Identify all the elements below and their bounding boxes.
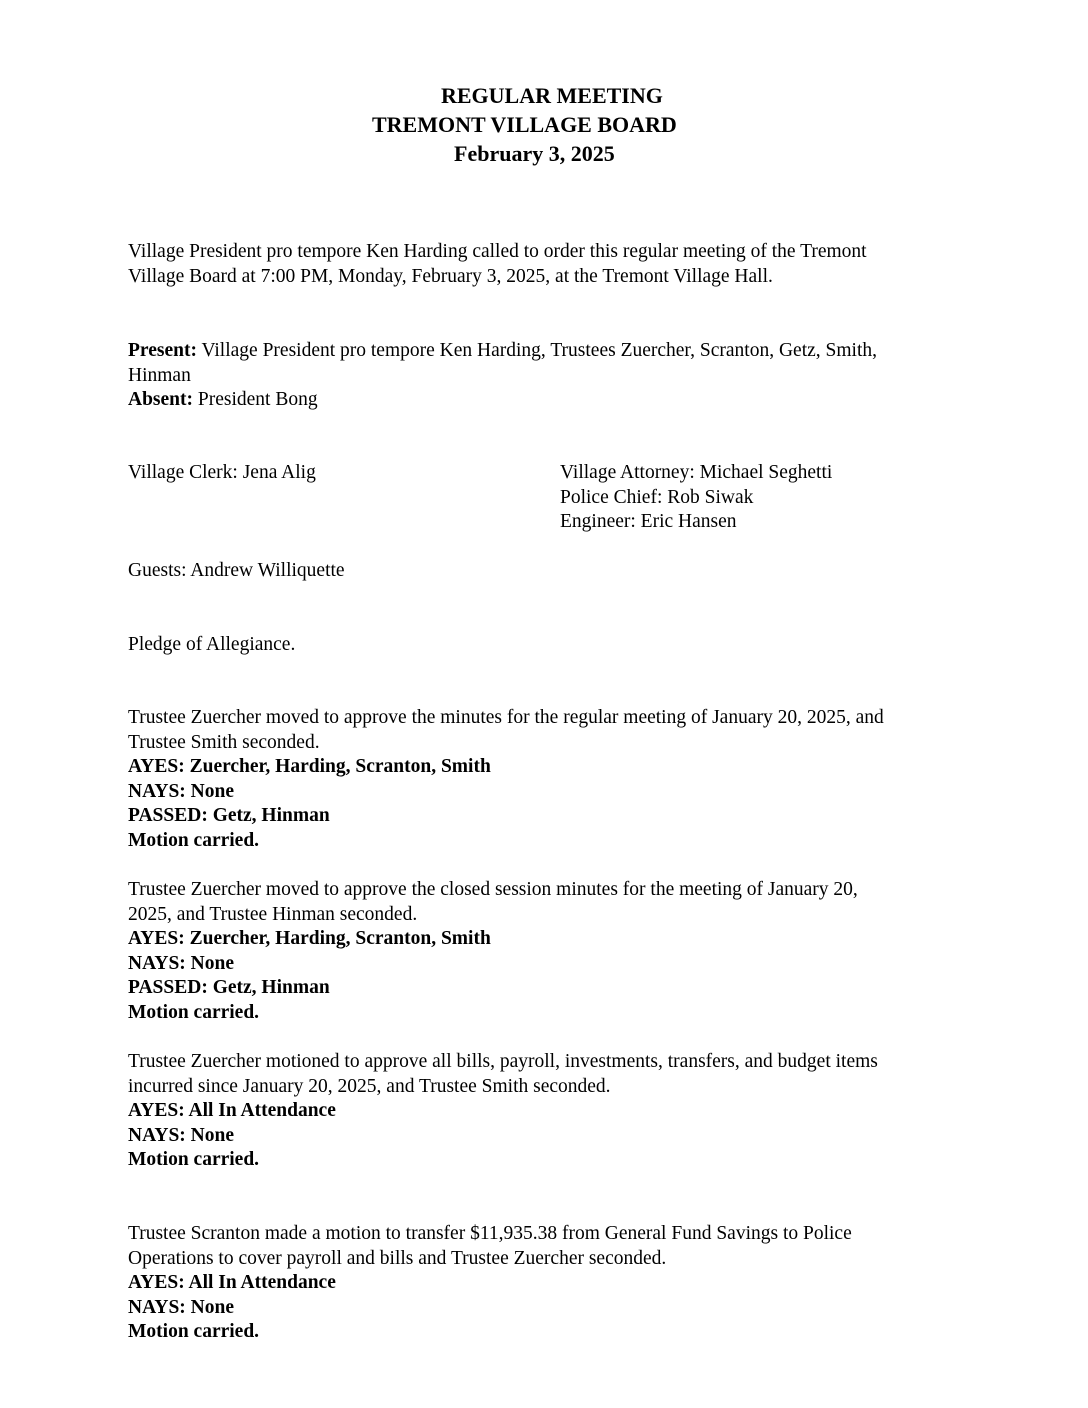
motion-nays: NAYS: None — [128, 1124, 235, 1146]
motion-ayes: AYES: Zuercher, Harding, Scranton, Smith — [128, 928, 491, 949]
motion-text-line-2: Trustee Smith seconded. — [128, 731, 320, 753]
motion-ayes: AYES: Zuercher, Harding, Scranton, Smith — [128, 756, 491, 777]
present-members: Village President pro tempore Ken Harding, Trustees Zuercher, Scranton, Getz, Smith, — [196, 340, 877, 361]
motion-fund-transfer — [128, 1222, 960, 1345]
present-label: Present: — [128, 340, 197, 361]
call-to-order-line-1: Village President pro tempore Ken Harding called to order this regular meeting of the Tremont — [128, 241, 867, 262]
motion-passed: PASSED: Getz, Hinman — [128, 977, 330, 998]
board-name-title: TREMONT VILLAGE BOARD — [372, 112, 677, 137]
motion-text-line-1: Trustee Zuercher moved to approve the closed session minutes for the meeting of January 20, — [128, 879, 858, 900]
motion-ayes: AYES: All In Attendance — [128, 1272, 336, 1293]
pledge-line — [128, 633, 960, 658]
motion-result: Motion carried. — [128, 829, 260, 851]
motion-text-line-1: Trustee Zuercher motioned to approve all bills, payroll, investments, transfers, and budget items — [128, 1051, 878, 1072]
call-to-order-paragraph — [128, 240, 960, 289]
motion-text-line-2: incurred since January 20, 2025, and Trustee Smith seconded. — [128, 1075, 611, 1097]
motion-approve-minutes — [128, 706, 960, 853]
meeting-date-title: February 3, 2025 — [454, 141, 615, 166]
motion-nays: NAYS: None — [128, 1296, 235, 1318]
motion-result: Motion carried. — [128, 1321, 260, 1342]
motion-ayes: AYES: All In Attendance — [128, 1100, 336, 1121]
police-chief: Police Chief: Rob Siwak — [560, 486, 754, 508]
absent-label: Absent: — [128, 389, 194, 410]
engineer: Engineer: Eric Hansen — [560, 511, 737, 532]
village-clerk — [128, 461, 960, 486]
motion-text-line-1: Trustee Zuercher moved to approve the minutes for the regular meeting of January 20, 2025, and — [128, 707, 884, 728]
present-members-continued: Hinman — [128, 364, 191, 386]
absent-members: President Bong — [193, 389, 318, 410]
motion-text-line-2: Operations to cover payroll and bills and Trustee Zuercher seconded. — [128, 1247, 667, 1269]
motion-text-line-1: Trustee Scranton made a motion to transfer $11,935.38 from General Fund Savings to Police — [128, 1223, 852, 1244]
motion-approve-bills — [128, 1050, 960, 1173]
attendance-section — [128, 339, 960, 413]
guests-line — [128, 559, 960, 584]
motion-result: Motion carried. — [128, 1149, 260, 1170]
meeting-type-title: REGULAR MEETING — [441, 83, 663, 108]
present-line — [128, 339, 960, 364]
motion-result: Motion carried. — [128, 1001, 260, 1023]
village-attorney: Village Attorney: Michael Seghetti — [560, 462, 833, 483]
absent-line — [128, 388, 960, 413]
pledge-text: Pledge of Allegiance. — [128, 634, 296, 655]
motion-nays: NAYS: None — [128, 952, 235, 974]
guests-text: Guests: Andrew Williquette — [128, 560, 345, 581]
motion-passed: PASSED: Getz, Hinman — [128, 805, 330, 826]
motion-approve-closed-session-minutes — [128, 878, 960, 1025]
call-to-order-line-2: Village Board at 7:00 PM, Monday, February 3, 2025, at the Tremont Village Hall. — [128, 265, 773, 287]
village-clerk-text: Village Clerk: Jena Alig — [128, 462, 316, 483]
motion-nays: NAYS: None — [128, 780, 235, 802]
motion-text-line-2: 2025, and Trustee Hinman seconded. — [128, 903, 418, 925]
staff-officials — [560, 461, 832, 535]
